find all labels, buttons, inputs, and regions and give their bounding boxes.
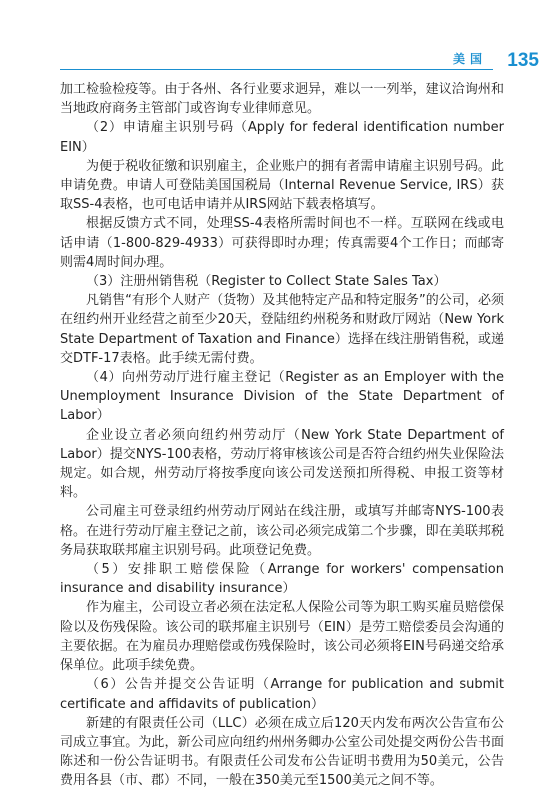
paragraph: 企业设立者必须向纽约州劳动厅（New York State Department of Labor）提交NYS-100表格，劳动厅将审核该公司是否符合纽约州失业保险法规定。如合规，州劳动厅将按季度向该公司发送预扣所得税、申报工资等材料。 [60, 427, 504, 501]
page-header [60, 44, 539, 74]
paragraph: （3）注册州销售税（Register to Collect State Sales Tax） [86, 274, 447, 290]
paragraph: （6）公告并提交公告证明（Arrange for publication and submit certificate and affidavits of publication） [60, 677, 504, 712]
body-text [60, 80, 504, 791]
page-number: 135 [507, 50, 539, 71]
paragraph: （4）向州劳动厅进行雇主登记（Register as an Employer with the Unemployment Insurance Division of the State Department of Labor） [60, 370, 504, 424]
paragraph: 公司雇主可登录纽约州劳动厅网站在线注册，或填写并邮寄NYS-100表格。在进行劳动厅雇主登记之前，该公司必须完成第二个步骤，即在美联邦税务局获取联邦雇主识别号码。此项登记免费。 [60, 504, 504, 558]
paragraph: （2）申请雇主识别号码（Apply for federal identification number EIN） [60, 120, 504, 155]
paragraph: 凡销售“有形个人财产（货物）及其他特定产品和特定服务”的公司，必须在纽约州开业经营之前至少20天，登陆纽约州税务和财政厅网站（New York State Department of Taxation and Finance）选择在线注册销售税，或递交DTF-17表格。此手续无需付费。 [60, 293, 504, 366]
paragraph: 新建的有限责任公司（LLC）必须在成立后120天内发布两次公告宣布公司成立事宜。为此，新公司应向纽约州州务卿办公室公司处提交两份公告书面陈述和一份公告证明书。有限责任公司发布公告证明书费用为50美元，公告费用各县（市、郡）不同，一般在350美元至1500美元之间不等。 [60, 715, 504, 789]
paragraph: 加工检验检疫等。由于各州、各行业要求迥异，难以一一列举，建议洽询州和当地政府商务主管部门或咨询专业律师意见。 [60, 82, 504, 117]
paragraph: 根据反馈方式不同，处理SS-4表格所需时间也不一样。互联网在线或电话申请（1-800-829-4933）可获得即时办理；传真需要4个工作日；而邮寄则需4周时间办理。 [60, 216, 504, 270]
paragraph: （5）安排职工赔偿保险（Arrange for workers' compensation insurance and disability insurance） [60, 562, 504, 597]
paragraph: 为便于税收征缴和识别雇主，企业账户的拥有者需申请雇主识别号码。此申请免费。申请人可登陆美国国税局（Internal Revenue Service, IRS）获取SS-4表格，也可电话申请并从IRS网站下载表格填写。 [60, 158, 504, 213]
paragraph: 作为雇主，公司设立者必须在法定私人保险公司等为职工购买雇员赔偿保险以及伤残保险。该公司的联邦雇主识别号（EIN）是劳工赔偿委员会沟通的主要依据。在为雇员办理赔偿或伤残保险时，该公司必须将EIN号码递交给承保单位。此项手续免费。 [60, 600, 504, 674]
header-region-label: 美国 [452, 52, 487, 66]
header-divider [60, 69, 493, 70]
